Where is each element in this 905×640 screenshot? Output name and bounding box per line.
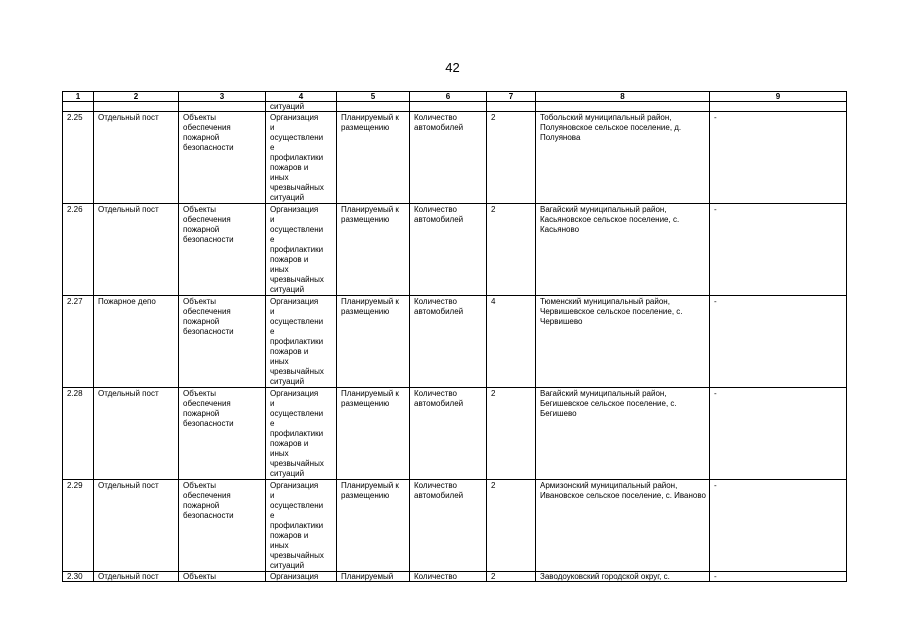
purpose-line: Организация (270, 205, 319, 214)
status: Планируемый к размещению (337, 296, 410, 388)
header-col-8: 8 (536, 92, 710, 102)
object-line: безопасности (183, 327, 234, 336)
header-col-1: 1 (63, 92, 94, 102)
zone: - (710, 480, 847, 572)
purpose-line: чрезвычайных (270, 367, 324, 376)
purpose-line: осуществлени (270, 225, 324, 234)
table-row (63, 480, 847, 572)
status: Планируемый (337, 572, 410, 582)
row-number: 2.30 (63, 572, 94, 582)
header-col-4: 4 (266, 92, 337, 102)
object-type: Отдельный пост (94, 204, 179, 296)
purpose-line: пожаров и (270, 531, 309, 540)
object-line: Объекты (183, 389, 216, 398)
cell-empty (337, 102, 410, 112)
row-number: 2.29 (63, 480, 94, 572)
purpose-line: осуществлени (270, 409, 324, 418)
status: Планируемый к размещению (337, 388, 410, 480)
purpose-line: е (270, 327, 275, 336)
purpose-line: е (270, 143, 275, 152)
status: Планируемый к размещению (337, 112, 410, 204)
zone: - (710, 388, 847, 480)
cell-empty (536, 102, 710, 112)
object-type: Отдельный пост (94, 572, 179, 582)
object-line: пожарной (183, 317, 220, 326)
location: Тобольский муниципальный район, Полуяновское сельское поселение, д. Полуянова (536, 112, 710, 204)
continuation-row (63, 102, 847, 112)
table-row (63, 204, 847, 296)
parameter: Количество автомобилей (410, 204, 487, 296)
page-number: 42 (445, 60, 460, 75)
row-number: 2.28 (63, 388, 94, 480)
purpose-line: профилактики (270, 521, 324, 530)
purpose-line: и (270, 491, 275, 500)
purpose-line: ситуаций (270, 285, 305, 294)
cell-empty (487, 102, 536, 112)
status: Планируемый к размещению (337, 204, 410, 296)
object-line: Объекты (183, 205, 216, 214)
object-line: обеспечения (183, 399, 231, 408)
purpose-line: иных (270, 173, 289, 182)
purpose-line: чрезвычайных (270, 551, 324, 560)
purpose-line: пожаров и (270, 347, 309, 356)
location: Тюменский муниципальный район, Червишевское сельское поселение, с. Червишево (536, 296, 710, 388)
table-row-partial (63, 572, 847, 582)
row-number: 2.27 (63, 296, 94, 388)
object-category (179, 204, 266, 296)
object-line: безопасности (183, 143, 234, 152)
location: Вагайский муниципальный район, Касьяновское сельское поселение, с. Касьяново (536, 204, 710, 296)
object-type: Отдельный пост (94, 112, 179, 204)
purpose-line: профилактики (270, 337, 324, 346)
purpose-line: Организация (270, 297, 319, 306)
object-line: безопасности (183, 419, 234, 428)
header-col-7: 7 (487, 92, 536, 102)
purpose-line: иных (270, 265, 289, 274)
header-row (63, 92, 847, 102)
purpose-line: Организация (270, 481, 319, 490)
parameter: Количество автомобилей (410, 112, 487, 204)
object-line: Объекты (183, 113, 216, 122)
purpose-line: е (270, 419, 275, 428)
cell-empty (710, 102, 847, 112)
object-type: Отдельный пост (94, 388, 179, 480)
purpose-line: осуществлени (270, 133, 324, 142)
zone: - (710, 112, 847, 204)
parameter: Количество автомобилей (410, 296, 487, 388)
object-line: обеспечения (183, 307, 231, 316)
table-row (63, 388, 847, 480)
location: Заводоуковский городской округ, с. (536, 572, 710, 582)
object-line: безопасности (183, 235, 234, 244)
parameter: Количество автомобилей (410, 480, 487, 572)
object-line: обеспечения (183, 491, 231, 500)
purpose-line: е (270, 235, 275, 244)
cell-empty (63, 102, 94, 112)
purpose-line: и (270, 215, 275, 224)
row-number: 2.26 (63, 204, 94, 296)
table-row (63, 296, 847, 388)
location: Армизонский муниципальный район, Ивановское сельское поселение, с. Иваново (536, 480, 710, 572)
object-line: обеспечения (183, 123, 231, 132)
purpose-line: Организация (270, 113, 319, 122)
value: 4 (487, 296, 536, 388)
cell-empty (179, 102, 266, 112)
parameter: Количество (410, 572, 487, 582)
purpose-line: профилактики (270, 153, 324, 162)
purpose-line: иных (270, 449, 289, 458)
parameter: Количество автомобилей (410, 388, 487, 480)
purpose-line: пожаров и (270, 439, 309, 448)
object-type: Отдельный пост (94, 480, 179, 572)
object-line: Объекты (183, 481, 216, 490)
purpose-line: чрезвычайных (270, 183, 324, 192)
value: 2 (487, 572, 536, 582)
purpose-line: чрезвычайных (270, 275, 324, 284)
continuation-purpose: ситуаций (266, 102, 337, 112)
purpose-line: профилактики (270, 429, 324, 438)
object-line: Объекты (183, 297, 216, 306)
header-col-6: 6 (410, 92, 487, 102)
header-col-2: 2 (94, 92, 179, 102)
purpose (266, 388, 337, 480)
purpose-line: и (270, 123, 275, 132)
purpose-line: ситуаций (270, 377, 305, 386)
object-line: пожарной (183, 409, 220, 418)
purpose-line: осуществлени (270, 317, 324, 326)
value: 2 (487, 388, 536, 480)
location: Вагайский муниципальный район, Бегишевское сельское поселение, с. Бегишево (536, 388, 710, 480)
purpose-line: и (270, 399, 275, 408)
object-line: пожарной (183, 225, 220, 234)
object-category (179, 480, 266, 572)
purpose-line: чрезвычайных (270, 459, 324, 468)
object-category: Объекты (179, 572, 266, 582)
row-number: 2.25 (63, 112, 94, 204)
purpose-line: ситуаций (270, 193, 305, 202)
zone: - (710, 204, 847, 296)
cell-empty (94, 102, 179, 112)
object-type: Пожарное депо (94, 296, 179, 388)
header-col-5: 5 (337, 92, 410, 102)
cell-empty (410, 102, 487, 112)
zone: - (710, 296, 847, 388)
value: 2 (487, 204, 536, 296)
purpose-line: иных (270, 357, 289, 366)
status: Планируемый к размещению (337, 480, 410, 572)
purpose-line: иных (270, 541, 289, 550)
header-col-3: 3 (179, 92, 266, 102)
purpose: Организация (266, 572, 337, 582)
object-line: пожарной (183, 133, 220, 142)
table-row (63, 112, 847, 204)
object-category (179, 296, 266, 388)
purpose-line: е (270, 511, 275, 520)
purpose (266, 112, 337, 204)
purpose-line: пожаров и (270, 163, 309, 172)
purpose (266, 296, 337, 388)
purpose-line: ситуаций (270, 561, 305, 570)
value: 2 (487, 480, 536, 572)
zone: - (710, 572, 847, 582)
object-category (179, 112, 266, 204)
purpose-line: ситуаций (270, 469, 305, 478)
object-line: безопасности (183, 511, 234, 520)
purpose-line: профилактики (270, 245, 324, 254)
object-line: пожарной (183, 501, 220, 510)
object-line: обеспечения (183, 215, 231, 224)
header-col-9: 9 (710, 92, 847, 102)
value: 2 (487, 112, 536, 204)
purpose-line: Организация (270, 389, 319, 398)
purpose (266, 204, 337, 296)
data-table (62, 91, 847, 582)
purpose-line: и (270, 307, 275, 316)
purpose-line: пожаров и (270, 255, 309, 264)
purpose (266, 480, 337, 572)
object-category (179, 388, 266, 480)
purpose-line: осуществлени (270, 501, 324, 510)
